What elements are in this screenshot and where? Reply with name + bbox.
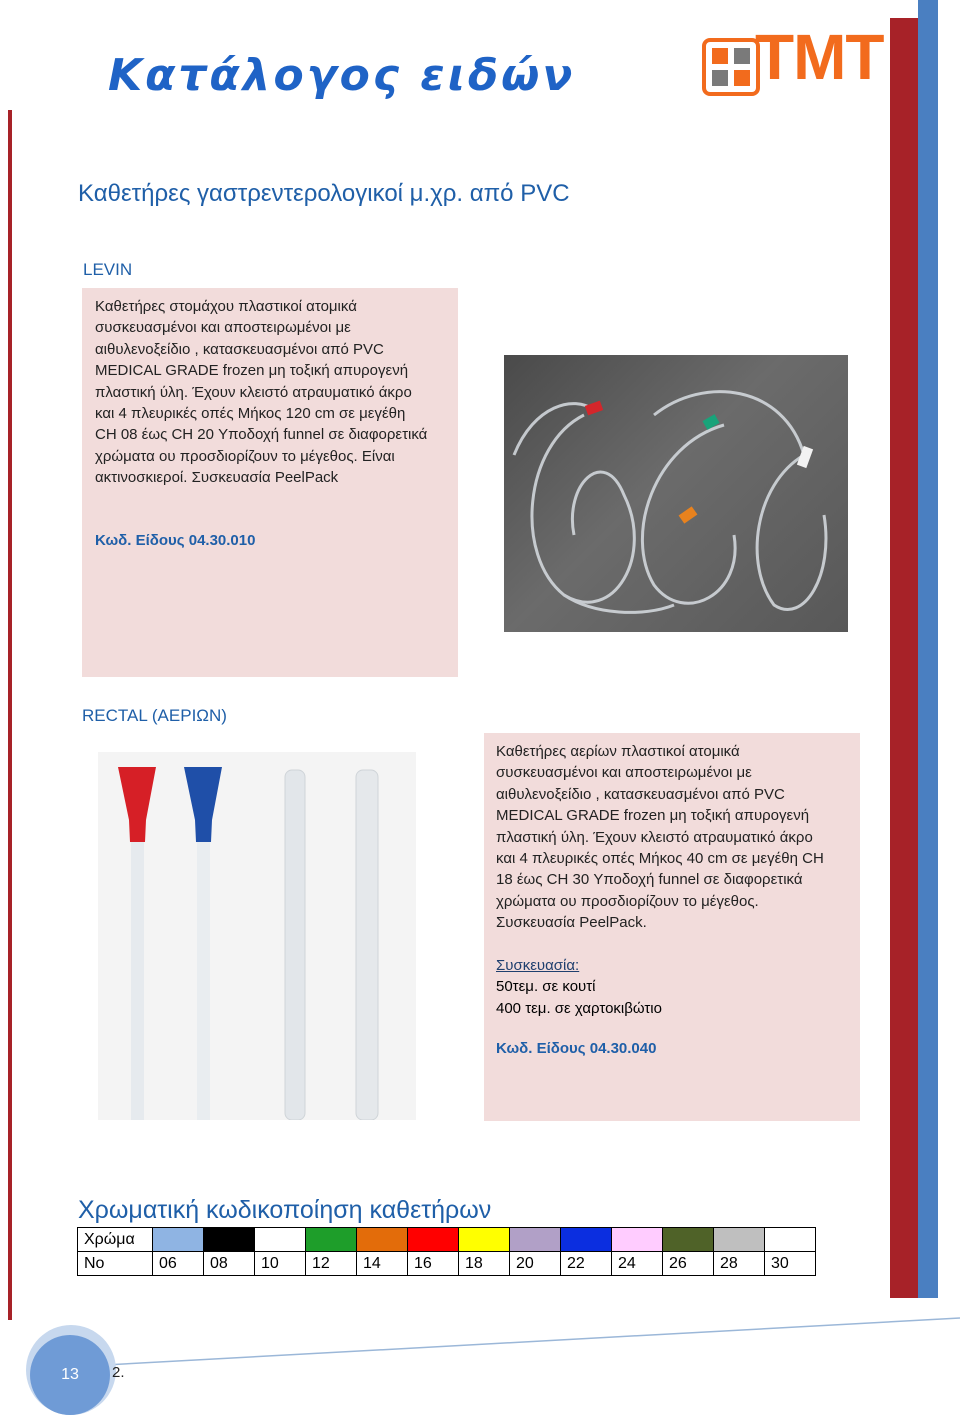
color-cell <box>306 1228 357 1252</box>
color-row-label: Χρώμα <box>78 1228 153 1252</box>
levin-line: και 4 πλευρικές οπές Μήκος 120 cm σε μεγέθη <box>95 405 406 423</box>
rectal-line: 18 έως CH 30 Υποδοχή funnel σε διαφορετικά <box>496 871 803 889</box>
color-coding-title: Χρωματική κωδικοποίηση καθετήρων <box>78 1196 492 1224</box>
levin-line: πλαστική ύλη. Έχουν κλειστό ατραυματικό άκρο <box>95 383 412 401</box>
color-cell <box>357 1228 408 1252</box>
levin-line: συσκευασμένοι και αποστειρωμένοι με <box>95 319 351 337</box>
levin-catheter-drawing <box>504 355 848 632</box>
size-cell: 10 <box>255 1252 306 1276</box>
rectal-description <box>496 741 847 934</box>
levin-heading: LEVIN <box>83 260 133 279</box>
size-cell: 28 <box>714 1252 765 1276</box>
rectal-catheter-drawing <box>98 752 416 1120</box>
rectal-packaging <box>496 955 847 1019</box>
rectal-line: Καθετήρες αερίων πλαστικοί ατομικά <box>496 743 740 760</box>
logo-icon <box>702 38 760 96</box>
logo-text: TMT <box>755 21 884 93</box>
levin-description <box>95 296 446 489</box>
levin-line: CH 08 έως CH 20 Υποδοχή funnel σε διαφορετικά <box>95 426 428 444</box>
levin-line: ακτινοσκιεροί. Συσκευασία PeelPack <box>95 469 339 487</box>
color-cell <box>663 1228 714 1252</box>
size-cell: 18 <box>459 1252 510 1276</box>
packaging-label: Συσκευασία: <box>496 957 580 974</box>
page-number: 13 <box>61 1366 79 1383</box>
size-cell: 20 <box>510 1252 561 1276</box>
packaging-line: 50τεμ. σε κουτί <box>496 978 596 996</box>
packaging-line: 400 τεμ. σε χαρτοκιβώτιο <box>496 999 662 1017</box>
color-cell <box>510 1228 561 1252</box>
levin-line: αιθυλενοξείδιο , κατασκευασμένοι από PVC <box>95 340 384 358</box>
color-cell <box>204 1228 255 1252</box>
levin-line: Καθετήρες στομάχου πλαστικοί ατομικά <box>95 298 357 315</box>
levin-code: Κωδ. Είδους 04.30.010 <box>95 532 256 549</box>
color-cell <box>714 1228 765 1252</box>
size-cell: 24 <box>612 1252 663 1276</box>
footer-trailing-mark: 2. <box>112 1364 125 1381</box>
size-cell: 26 <box>663 1252 714 1276</box>
color-cell <box>459 1228 510 1252</box>
rectal-line: αιθυλενοξείδιο , κατασκευασμένοι από PVC <box>496 785 785 803</box>
levin-line: χρώματα ου προσδιορίζουν το μέγεθος. Είναι <box>95 447 395 465</box>
rectal-heading: RECTAL (ΑΕΡΙΩΝ) <box>82 706 227 725</box>
levin-catheter-image <box>504 355 848 632</box>
size-cell: 30 <box>765 1252 816 1276</box>
rectal-catheter-image <box>98 752 416 1120</box>
size-cell: 12 <box>306 1252 357 1276</box>
color-cell <box>612 1228 663 1252</box>
catalog-title: Κατάλογος ειδών <box>108 50 576 101</box>
color-coding-table <box>77 1227 816 1276</box>
rectal-line: πλαστική ύλη. Έχουν κλειστό ατραυματικό άκρο <box>496 828 813 846</box>
color-cell <box>255 1228 306 1252</box>
color-cell <box>561 1228 612 1252</box>
rectal-code: Κωδ. Είδους 04.30.040 <box>496 1040 657 1057</box>
rectal-line: και 4 πλευρικές οπές Μήκος 40 cm σε μεγέθη CH <box>496 850 824 868</box>
rectal-line: συσκευασμένοι και αποστειρωμένοι με <box>496 764 752 782</box>
decor-stripe-red <box>890 18 920 1298</box>
size-cell: 06 <box>153 1252 204 1276</box>
size-cell: 14 <box>357 1252 408 1276</box>
size-cell: 08 <box>204 1252 255 1276</box>
color-cell <box>408 1228 459 1252</box>
rectal-line: MEDICAL GRADE frozen μη τοξική απυρογενή <box>496 807 810 825</box>
size-row <box>78 1252 816 1276</box>
size-cell: 16 <box>408 1252 459 1276</box>
color-row <box>78 1228 816 1252</box>
size-row-label: No <box>78 1252 153 1276</box>
section-title: Καθετήρες γαστρεντερολογικοί μ.χρ. από PVC <box>78 180 570 207</box>
color-cell <box>153 1228 204 1252</box>
rectal-line: Συσκευασία PeelPack. <box>496 914 647 932</box>
rectal-line: χρώματα ου προσδιορίζουν το μέγεθος. <box>496 892 759 910</box>
color-cell <box>765 1228 816 1252</box>
page-number-badge <box>30 1335 110 1415</box>
levin-line: MEDICAL GRADE frozen μη τοξική απυρογενή <box>95 362 409 380</box>
logo <box>700 22 890 100</box>
footer-decor-line <box>0 1310 960 1410</box>
size-cell: 22 <box>561 1252 612 1276</box>
decor-line-left <box>8 110 12 1320</box>
decor-stripe-blue <box>918 0 938 1298</box>
